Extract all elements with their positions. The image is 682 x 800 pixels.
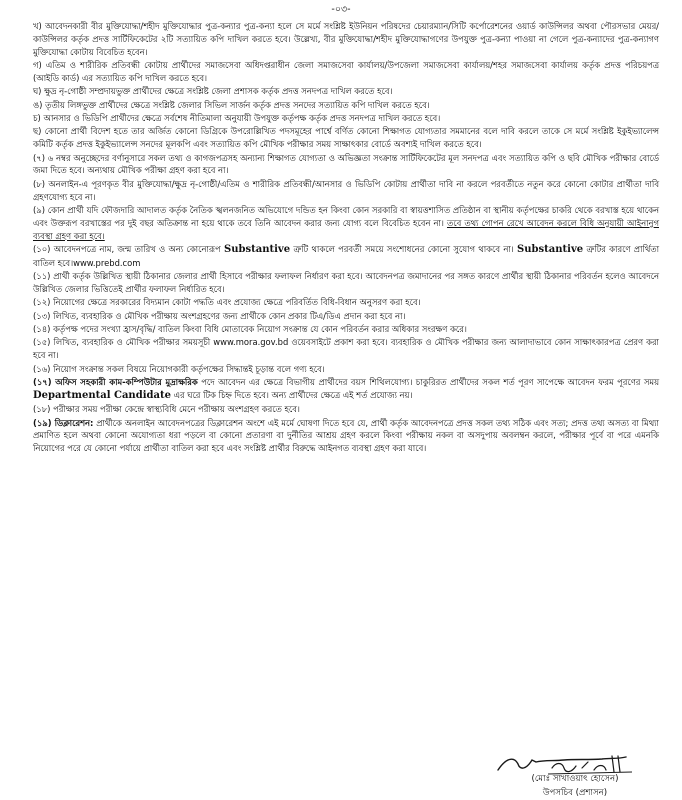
paragraph-kha: খ) আবেদনকারী বীর মুক্তিযোদ্ধা/শহীদ মুক্তিযোদ্ধার পুত্র-কন্যার পুত্র-কন্যা হলে সে মর্মে সংশ্লিষ্ট ইউনিয়ন পরিষদের চেয়ারম্যান/সিটি কর্পোরেশনের ওয়ার্ড কাউন্সিলর অথবা পৌরসভার মেয়র/কাউন্সিলর কর্তৃক প্রদত্ত সার্টিফিকেটের ২টি সত্যায়িত কপি দাখিল করতে হবে। উল্লেখ্য, বীর মুক্তিযোদ্ধা/শহীদ মুক্তিযোদ্ধাগণের উপযুক্ত পুত্র-কন্যা পাওয়া না গেলে পুত্র-কন্যাদের পুত্র-কন্যাগণ মুক্তিযোদ্ধা কোটায় বিবেচিত হবেন। <box>33 21 659 57</box>
paragraph-10-text-b: ত্রুটি থাকলে পরবর্তী সময়ে সংশোধনের কোনো সুযোগ থাকবে না। <box>293 243 514 254</box>
mora-website-link[interactable]: www.mora.gov.bd <box>213 337 289 348</box>
paragraph-8: (৮) অনলাইন-এ পূরণকৃত বীর মুক্তিযোদ্ধা/ক্ষুদ্র নৃ-গোষ্ঠী/এতিম ও শারীরিক প্রতিবন্ধী/আনসার ও ভিডিপি কোটায় প্রার্থীতা দাবি না করলে পরবর্তীতে নতুন করে কোনো কোটার প্রার্থীতা দাবি গ্রহণযোগ্য হবে না। <box>33 178 659 202</box>
signatory-title: উপসচিব (প্রশাসন) <box>542 788 608 798</box>
paragraph-17-post-name: (১৭) অফিস সহকারী কাম-কম্পিউটার মুদ্রাক্ষরিক <box>33 377 198 388</box>
departmental-candidate-term: Departmental Candidate <box>33 389 171 401</box>
substantive-term-2: Substantive <box>517 243 584 255</box>
paragraph-10 <box>33 243 659 270</box>
paragraph-9-warning: তবে তথ্য গোপন রেখে আবেদন করলে বিধি অনুযায়ী আইনানুগ ব্যবস্থা গ্রহণ করা হবে। <box>33 217 659 241</box>
paragraph-gha: ঘ) ক্ষুদ্র নৃ-গোষ্ঠী সম্প্রদায়ভুক্ত প্রার্থীদের ক্ষেত্রে সংশ্লিষ্ট জেলা প্রশাসক কর্তৃক প্রদত্ত সনদপত্র দাখিল করতে হবে। <box>33 86 393 97</box>
paragraph-18: (১৮) পরীক্ষার সময় পরীক্ষা কেন্দ্রে স্বাস্থ্যবিধি মেনে পরীক্ষায় অংশগ্রহণ করতে হবে। <box>33 404 300 415</box>
paragraph-14: (১৪) কর্তৃপক্ষ পদের সংখ্যা হ্রাস/বৃদ্ধি/ বাতিল কিংবা বিধি মোতাবেক নিয়োগ সংক্রান্ত যে কোন পরিবর্তন করার অধিকার সংরক্ষণ করে। <box>33 324 467 335</box>
paragraph-19 <box>33 417 659 455</box>
paragraph-umo: ঙ) তৃতীয় লিঙ্গভুক্ত প্রার্থীদের ক্ষেত্রে সংশ্লিষ্ট জেলার সিভিল সার্জন কর্তৃক প্রদত্ত সনদের সত্যায়িত কপি দাখিল করতে হবে। <box>33 99 430 110</box>
signature-block <box>480 750 670 800</box>
paragraph-19-text: প্রার্থীকে অনলাইন আবেদনপত্রের ডিক্লারেশন অংশে এই মর্মে ঘোষণা দিতে হবে যে, প্রার্থী কর্তৃক আবেদনপত্রে প্রদত্ত সকল তথ্য সঠিক এবং সত্য; প্রদত্ত তথ্য অসত্য বা মিথ্যা প্রমাণিত হলে অথবা কোনো অযোগ্যতা ধরা পড়লে বা কোনো প্রতারণা বা দুর্নীতির আশ্রয় গ্রহণ করলে কিংবা পরীক্ষায় নকল বা অসদুপায় অবলম্বন করলে, পরীক্ষার পূর্বে বা পরে এমনকি নিয়োগের পরে যে কোনো পর্যায়ে প্রার্থীতা বাতিল করা হবে এবং সংশ্লিষ্ট প্রার্থীর বিরুদ্ধে আইনগত ব্যবস্থা গ্রহণ করা যাবে। <box>33 417 659 454</box>
paragraph-12: (১২) নিয়োগের ক্ষেত্রে সরকারের বিদ্যমান কোটা পদ্ধতি এবং প্রযোজ্য ক্ষেত্রে পরিবর্তিত বিধি-বিধান অনুসরণ করা হবে। <box>33 297 421 308</box>
paragraph-16: (১৬) নিয়োগ সংক্রান্ত সকল বিষয়ে নিয়োগকারী কর্তৃপক্ষের সিদ্ধান্তই চূড়ান্ত বলে গণ্য হবে। <box>33 363 325 374</box>
notice-body <box>33 20 659 456</box>
paragraph-10-text-c: ত্রুটির কারণে প্রার্থিতা বাতিল হবে। <box>33 243 659 268</box>
paragraph-17-text-a: পদে আবেদন এর ক্ষেত্রে বিভাগীয় প্রার্থীদের বয়স শিথিলযোগ্য। চাকুরিরত প্রার্থীদের সকল শর্ত পূরণ সাপেক্ষে আবেদন ফরম পূরণের সময় <box>201 377 660 388</box>
paragraph-15-text-b: ওয়েবসাইটে প্রকাশ করা হবে। ব্যবহারিক ও মৌখিক পরীক্ষার জন্য আলাদাভাবে কোন সাক্ষাৎকারপত্র প্রেরণ করা হবে না। <box>33 337 659 361</box>
paragraph-9-text: (৯) কোন প্রার্থী যদি ফৌজদারি আদালত কর্তৃক নৈতিক স্খলনজনিত অভিযোগে দন্ডিত হন কিংবা কোন সরকারি বা স্বায়ত্তশাসিত প্রতিষ্ঠান বা স্থানীয় কর্তৃপক্ষের চাকরি থেকে বরখাস্ত হয়ে থাকেন এবং উক্তরূপ বরখাস্তের পর দুই বছর অতিক্রান্ত না হয়ে থাকে তবে তিনি আবেদন করার জন্য যোগ্য বলে বিবেচিত হবেন না। <box>33 204 659 228</box>
paragraph-ga: গ) এতিম ও শারীরিক প্রতিবন্ধী কোটায় প্রার্থীদের সমাজসেবা অধিদপ্তরাধীন জেলা সমাজসেবা কার্যালয়/উপজেলা সমাজসেবা কার্যালয়/শহর সমাজসেবা কার্যালয় কর্তৃক প্রদত্ত পরিচয়পত্র (আইডি কার্ড) এর সত্যায়িত কপি দাখিল করতে হবে। <box>33 59 659 83</box>
paragraph-9 <box>33 204 659 242</box>
paragraph-11: (১১) প্রার্থী কর্তৃক উল্লিখিত স্থায়ী ঠিকানার জেলার প্রার্থী হিসাবে পরীক্ষার ফলাফল নির্ধারণ করা হবে। আবেদনপত্র জমাদানের পর সঙ্গত কারণে প্রার্থীর স্থায়ী ঠিকানার পরিবর্তন হলেও আবেদনে উল্লিখিত জেলার ভিত্তিতেই প্রার্থীর ফলাফল নির্ধারিত হবে। <box>33 271 659 294</box>
paragraph-13: (১৩) লিখিত, ব্যবহারিক ও মৌখিক পরীক্ষায় অংশগ্রহণের জন্য প্রার্থীকে কোন প্রকার টিএ/ডিএ প্রদান করা হবে না। <box>33 310 406 321</box>
paragraph-19-heading: (১৯) ডিক্লারেশন: <box>33 417 94 428</box>
prebd-link[interactable]: www.prebd.com <box>73 257 141 268</box>
paragraph-15 <box>33 336 659 362</box>
paragraph-chha: ছ) কোনো প্রার্থী বিদেশ হতে তার অর্জিত কোনো ডিগ্রিকে উপরোল্লিখিত পদসমূহের পার্শ্বে বর্ণিত কোনো শিক্ষাগত যোগ্যতার সমমানের বলে দাবি করলে তাকে সে মর্মে সংশ্লিষ্ট ইকুইভ্যালেন্স কমিটি কর্তৃক প্রদত্ত ইকুইভ্যালেন্স সনদের মূলকপি এবং সত্যায়িত কপি মৌখিক পরীক্ষার সময় সাক্ষাৎকার বোর্ডে অবশ্যই দাখিল করতে হবে। <box>33 126 659 150</box>
substantive-term-1: Substantive <box>223 243 291 255</box>
paragraph-7: (৭) ৬ নম্বর অনুচ্ছেদের বর্ণানুসারে সকল তথ্য ও কাগজপত্রসহ অন্যান্য শিক্ষাগত যোগ্যতা ও অভিজ্ঞতা সংক্রান্ত সার্টিফিকেটের মূল সনদপত্র এবং সত্যায়িত কপি ও ছবি মৌখিক পরীক্ষার বোর্ডে জমা দিতে হবে। অন্যথায় মৌখিক পরীক্ষা গ্রহণ করা হবে না। <box>33 152 659 176</box>
paragraph-15-text-a: (১৫) লিখিত, ব্যবহারিক ও মৌখিক পরীক্ষার সময়সূচী <box>33 337 211 348</box>
page-number: -০৩- <box>331 4 351 15</box>
paragraph-17-text-b: এর ঘরে টিক চিহ্ন দিতে হবে। অন্য প্রার্থীদের ক্ষেত্রে এই শর্ত প্রযোজ্য নয়। <box>173 389 413 400</box>
paragraph-17 <box>33 376 659 403</box>
paragraph-10-text-a: (১০) আবেদনপত্রে নাম, জন্ম তারিখ ও অন্য কোনোরূপ <box>33 243 221 254</box>
signatory-name: (মোঃ সাখাওয়াৎ হোসেন) <box>531 774 619 784</box>
paragraph-cha: চ) আনসার ও ভিডিপি প্রার্থীদের ক্ষেত্রে সর্বশেষ নীতিমালা অনুযায়ী উপযুক্ত কর্তৃপক্ষ কর্তৃক প্রদত্ত সনদপত্র দাখিল করতে হবে। <box>33 112 441 123</box>
